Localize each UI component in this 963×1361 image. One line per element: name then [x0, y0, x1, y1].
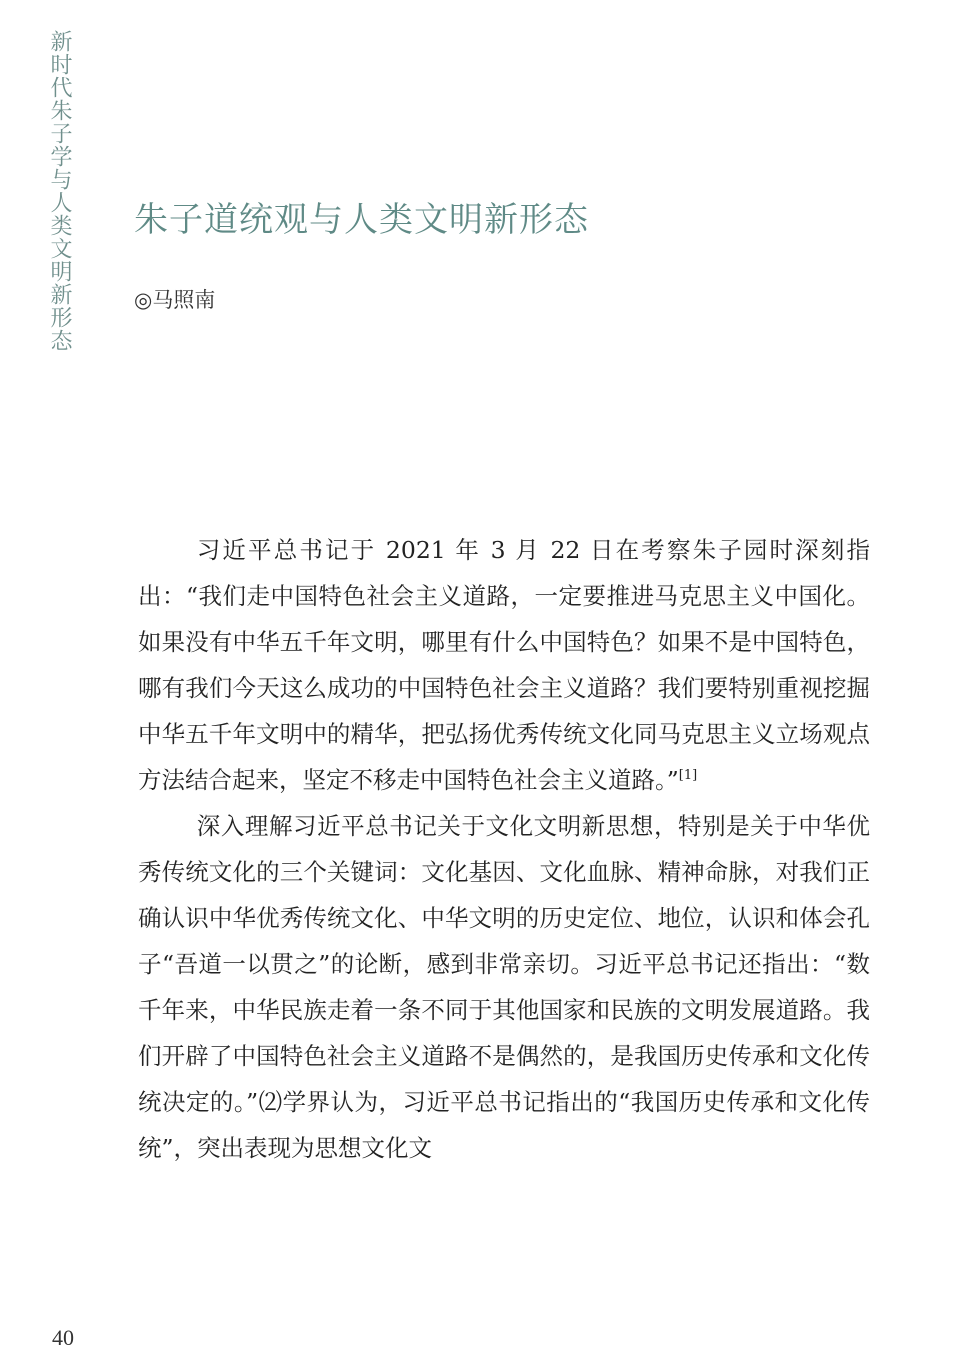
article-title: 朱子道统观与人类文明新形态	[134, 200, 589, 240]
footnote-ref-1[interactable]: [1]	[678, 768, 698, 784]
paragraph-2	[138, 803, 870, 1171]
page-number: 40	[52, 1325, 74, 1350]
paragraph-2-text: 深入理解习近平总书记关于文化文明新思想，特别是关于中华优秀传统文化的三个关键词：文化基因、文化血脉、精神命脉，对我们正确认识中华优秀传统文化、中华文明的历史定位、地位，认识和体会孔子“吾道一以贯之”的论断，感到非常亲切。习近平总书记还指出：“数千年来，中华民族走着一条不同于其他国家和民族的文明发展道路。我们开辟了中国特色社会主义道路不是偶然的，是我国历史传承和文化传统决定的。”⑵学界认为，习近平总书记指出的“我国历史传承和文化传统”，突出表现为思想文化文	[138, 812, 870, 1162]
paragraph-1	[138, 527, 870, 803]
author-byline: ◎马照南	[134, 288, 216, 312]
running-head: 新时代朱子学与人类文明新形态	[47, 30, 72, 352]
paragraph-1-text: 习近平总书记于 2021 年 3 月 22 日在考察朱子园时深刻指出：“我们走中国特色社会主义道路，一定要推进马克思主义中国化。如果没有中华五千年文明，哪里有什么中国特色？如果不是中国特色，哪有我们今天这么成功的中国特色社会主义道路？我们要特别重视挖掘中华五千年文明中的精华，把弘扬优秀传统文化同马克思主义立场观点方法结合起来，坚定不移走中国特色社会主义道路。”	[138, 536, 870, 794]
article-body	[138, 527, 870, 1171]
